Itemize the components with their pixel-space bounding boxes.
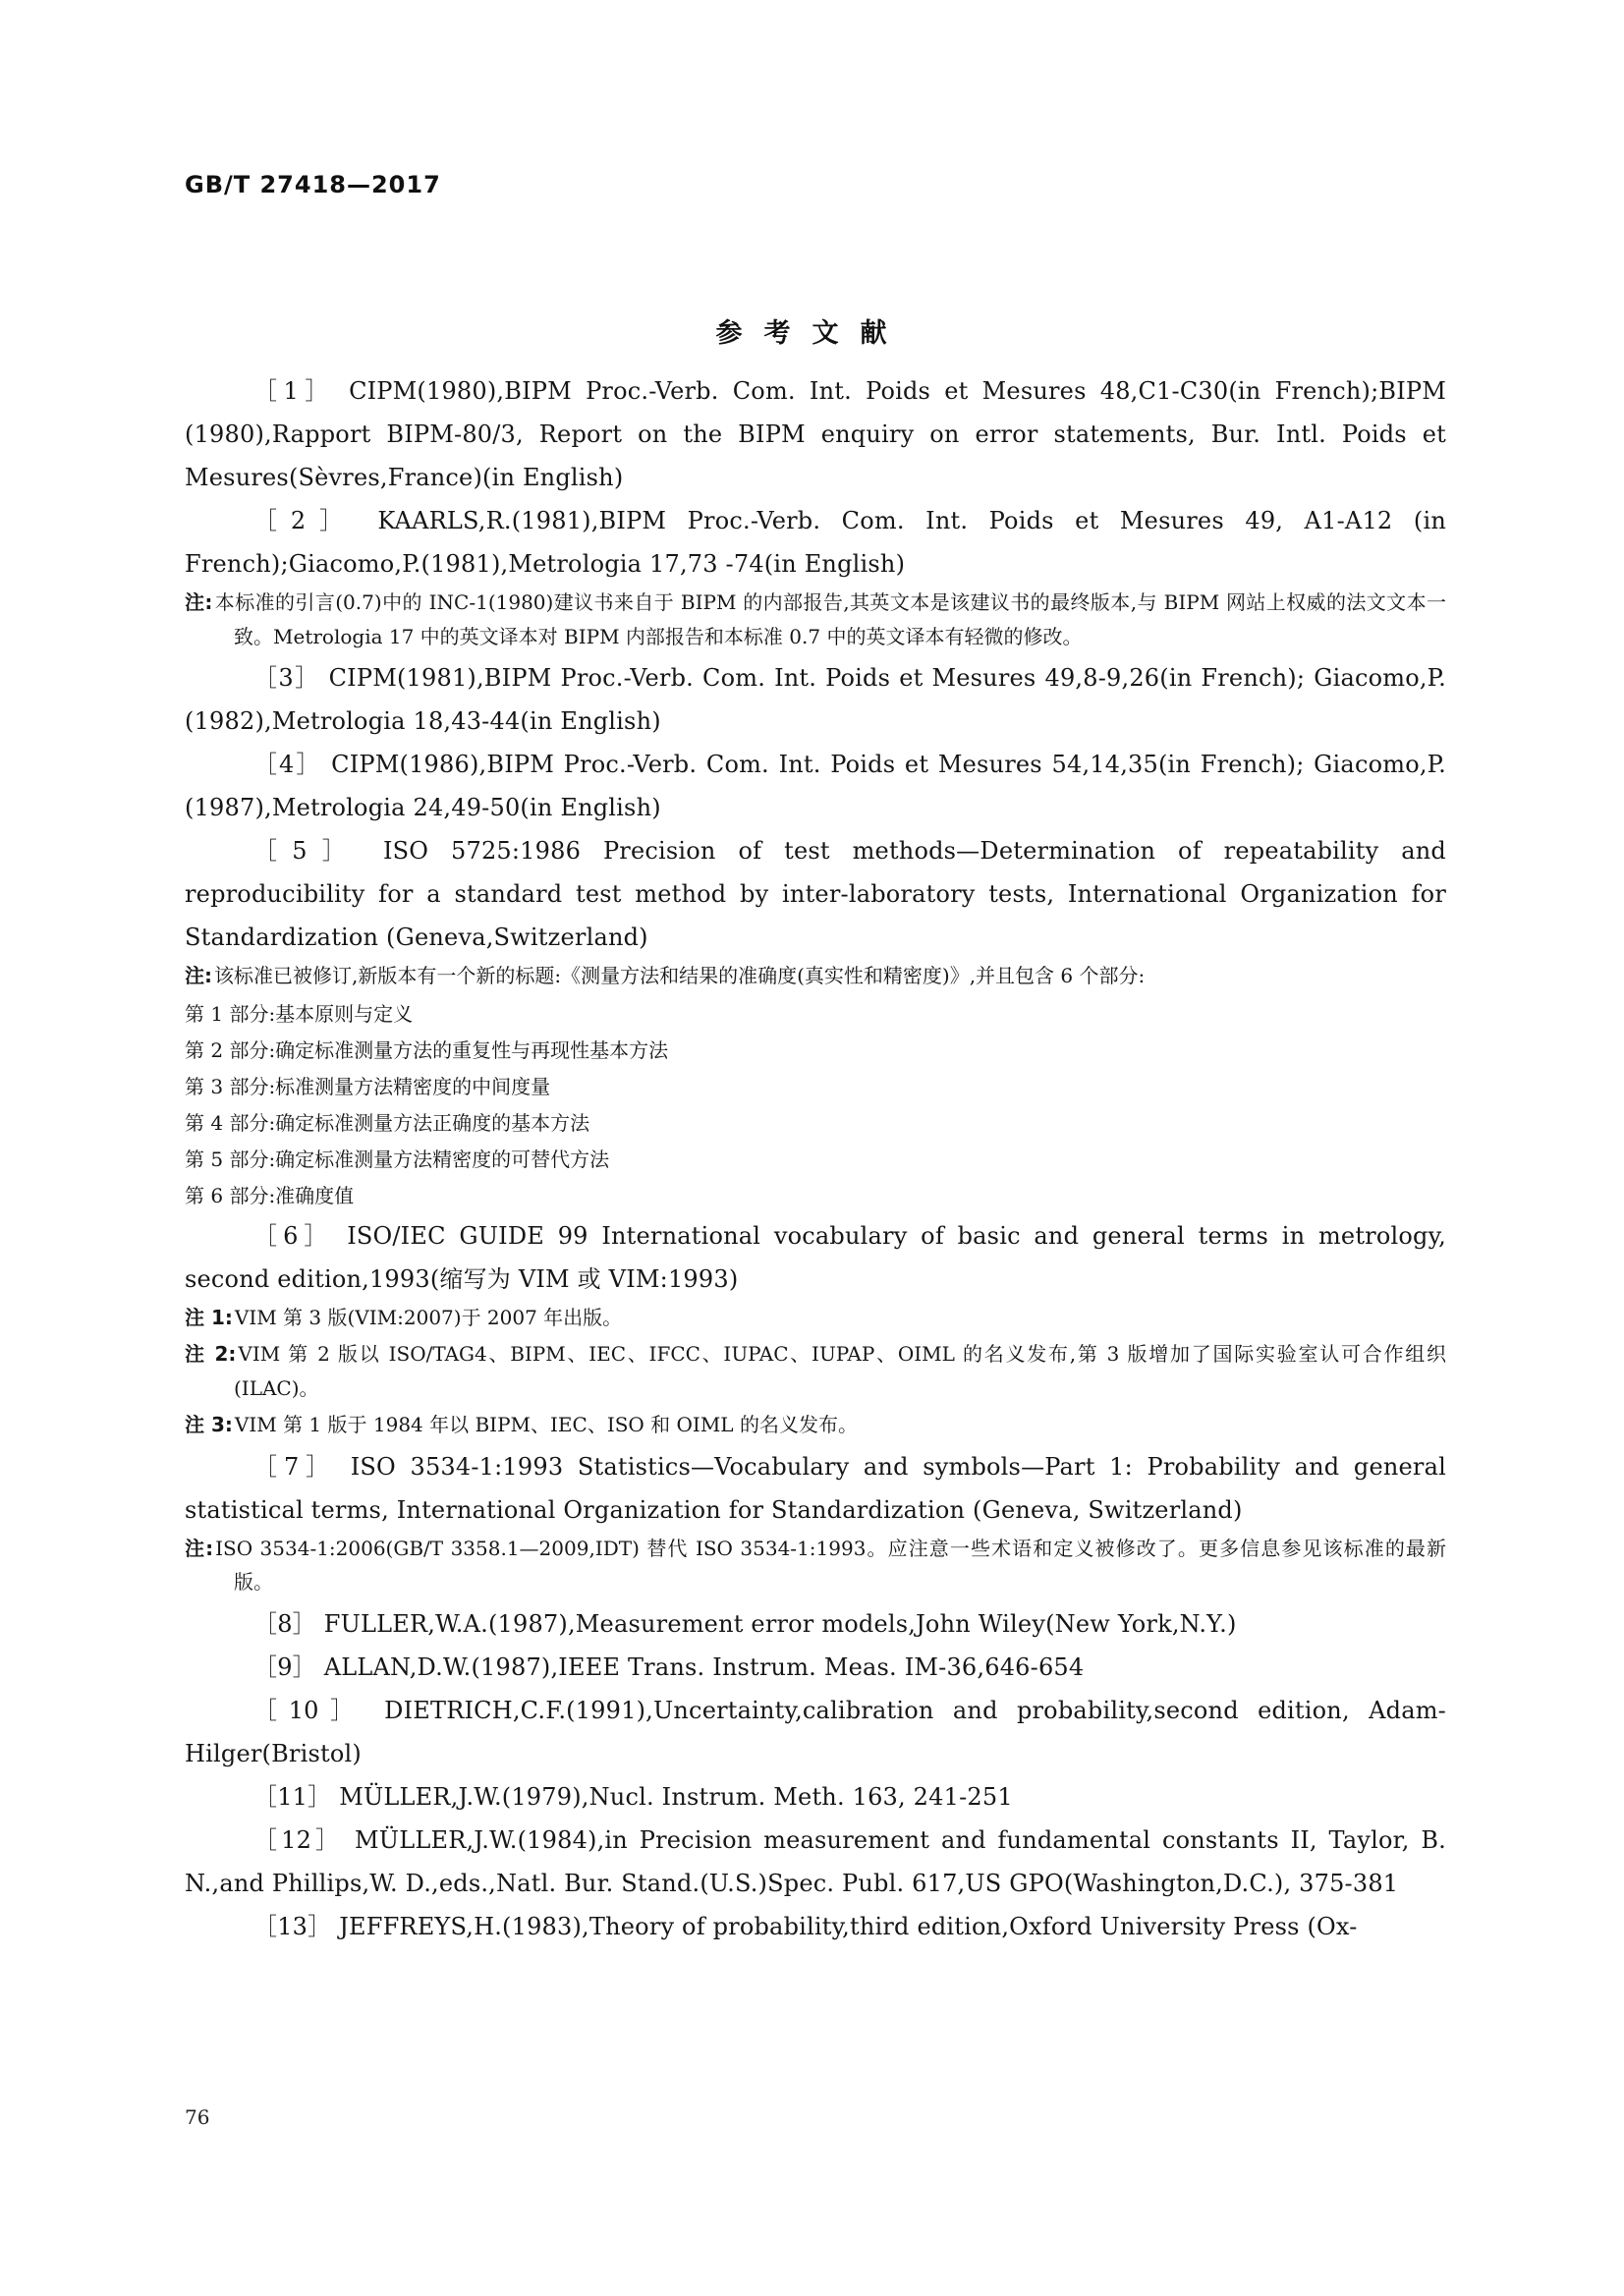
note-label: 注 1: — [185, 1305, 233, 1329]
reference-number: ［10］ — [253, 1696, 365, 1724]
reference-number: ［1］ — [253, 377, 335, 405]
reference-item — [185, 1775, 1446, 1819]
reference-number: ［13］ — [253, 1912, 332, 1940]
note-text: VIM 第 1 版于 1984 年以 BIPM、IEC、ISO 和 OIML 的名义发布。 — [234, 1413, 858, 1436]
note-label: 注: — [185, 1536, 214, 1560]
page-number: 76 — [185, 2105, 210, 2129]
standard-number-header: GB/T 27418—2017 — [185, 171, 441, 198]
reference-item — [185, 499, 1446, 586]
reference-text: ISO 3534-1:1993 Statistics—Vocabulary and symbols—Part 1: Probability and general statistical terms, International Organization for Standardization (Geneva, Switzerland) — [185, 1452, 1446, 1524]
reference-note — [185, 586, 1446, 653]
standard-part-item: 第 2 部分:确定标准测量方法的重复性与再现性基本方法 — [185, 1037, 669, 1062]
reference-number: ［12］ — [253, 1825, 344, 1854]
reference-text: JEFFREYS,H.(1983),Theory of probability,third edition,Oxford University Press (Ox- — [339, 1912, 1358, 1940]
reference-number: ［2］ — [253, 507, 357, 534]
reference-text: ISO 5725:1986 Precision of test methods—Determination of repeatability and reproducibility for a standard test method by inter-laboratory tests, International Organization for Standardization (Geneva,Switzerland) — [185, 837, 1446, 951]
reference-list — [185, 369, 1446, 1948]
reference-item — [185, 369, 1446, 499]
reference-text: CIPM(1986),BIPM Proc.-Verb. Com. Int. Poids et Mesures 54,14,35(in French); Giacomo,P.(1987),Metrologia 24,49-50(in English) — [185, 751, 1446, 821]
reference-number: ［9］ — [253, 1652, 316, 1681]
standard-part-item: 第 3 部分:标准测量方法精密度的中间度量 — [185, 1074, 551, 1098]
note-text: ISO 3534-1:2006(GB/T 3358.1—2009,IDT) 替代 ISO 3534-1:1993。应注意一些术语和定义被修改了。更多信息参见该标准的最新版。 — [215, 1536, 1447, 1594]
reference-item — [185, 1214, 1446, 1301]
reference-item — [185, 1905, 1446, 1948]
reference-number: ［5］ — [253, 837, 362, 865]
reference-text: DIETRICH,C.F.(1991),Uncertainty,calibration and probability,second edition, Adam-Hilger(Bristol) — [185, 1696, 1446, 1767]
note-text: VIM 第 2 版以 ISO/TAG4、BIPM、IEC、IFCC、IUPAC、IUPAP、OIML 的名义发布,第 3 版增加了国际实验室认可合作组织(ILAC)。 — [234, 1342, 1446, 1400]
reference-text: KAARLS,R.(1981),BIPM Proc.-Verb. Com. Int. Poids et Mesures 49, A1-A12 (in French);Giacomo,P.(1981),Metrologia 17,73 -74(in English) — [185, 507, 1446, 578]
reference-text: CIPM(1980),BIPM Proc.-Verb. Com. Int. Poids et Mesures 48,C1-C30(in French);BIPM (1980),Rapport BIPM-80/3, Report on the BIPM enquiry on error statements, Bur. Intl. Poids et Mesures(Sèvres,France)(in English) — [185, 377, 1446, 491]
note-label: 注: — [185, 964, 212, 987]
note-label: 注: — [185, 590, 213, 614]
standard-part-item: 第 1 部分:基本原则与定义 — [185, 1001, 414, 1026]
reference-note — [185, 1408, 1446, 1442]
standard-part-item: 第 5 部分:确定标准测量方法精密度的可替代方法 — [185, 1147, 610, 1171]
note-text: 本标准的引言(0.7)中的 INC-1(1980)建议书来自于 BIPM 的内部报告,其英文本是该建议书的最终版本,与 BIPM 网站上权威的法文文本一致。Metrologia 17 中的英文译本对 BIPM 内部报告和本标准 0.7 中的英文译本有轻微的修改。 — [214, 590, 1446, 648]
note-label: 注 3: — [185, 1413, 233, 1436]
note-text: VIM 第 3 版(VIM:2007)于 2007 年出版。 — [234, 1305, 623, 1329]
reference-number: ［11］ — [253, 1782, 332, 1811]
reference-item — [185, 1819, 1446, 1905]
reference-number: ［8］ — [253, 1609, 316, 1638]
reference-number: ［3］ — [253, 664, 320, 692]
reference-number: ［6］ — [253, 1221, 334, 1250]
reference-text: MÜLLER,J.W.(1979),Nucl. Instrum. Meth. 163, 241-251 — [339, 1782, 1013, 1811]
reference-item — [185, 1445, 1446, 1532]
note-label: 注 2: — [185, 1342, 237, 1366]
reference-note — [185, 1301, 1446, 1335]
reference-text: ISO/IEC GUIDE 99 International vocabulary of basic and general terms in metrology, second edition,1993(缩写为 VIM 或 VIM:1993) — [185, 1221, 1446, 1293]
reference-number: ［4］ — [253, 751, 322, 778]
reference-item — [185, 1602, 1446, 1646]
reference-text: CIPM(1981),BIPM Proc.-Verb. Com. Int. Poids et Mesures 49,8-9,26(in French); Giacomo,P.(1982),Metrologia 18,43-44(in English) — [185, 664, 1446, 735]
reference-item — [185, 743, 1446, 829]
standard-part-item: 第 6 部分:准确度值 — [185, 1183, 355, 1207]
reference-number: ［7］ — [253, 1452, 337, 1481]
reference-note — [185, 959, 1446, 993]
note-text: 该标准已被修订,新版本有一个新的标题:《测量方法和结果的准确度(真实性和精密度)》,并且包含 6 个部分: — [214, 964, 1146, 987]
reference-item — [185, 1646, 1446, 1689]
reference-text: MÜLLER,J.W.(1984),in Precision measurement and fundamental constants II, Taylor, B. N.,and Phillips,W. D.,eds.,Natl. Bur. Stand.(U.S.)Spec. Publ. 617,US GPO(Washington,D.C.), 375-381 — [185, 1825, 1446, 1897]
section-title: 参考文献 — [715, 318, 909, 349]
reference-item — [185, 656, 1446, 743]
reference-item — [185, 829, 1446, 959]
reference-text: FULLER,W.A.(1987),Measurement error models,John Wiley(New York,N.Y.) — [323, 1609, 1237, 1638]
reference-item — [185, 1689, 1446, 1775]
standard-part-item: 第 4 部分:确定标准测量方法正确度的基本方法 — [185, 1110, 590, 1135]
reference-text: ALLAN,D.W.(1987),IEEE Trans. Instrum. Meas. IM-36,646-654 — [323, 1652, 1085, 1681]
reference-note — [185, 1337, 1446, 1405]
reference-note — [185, 1532, 1446, 1599]
